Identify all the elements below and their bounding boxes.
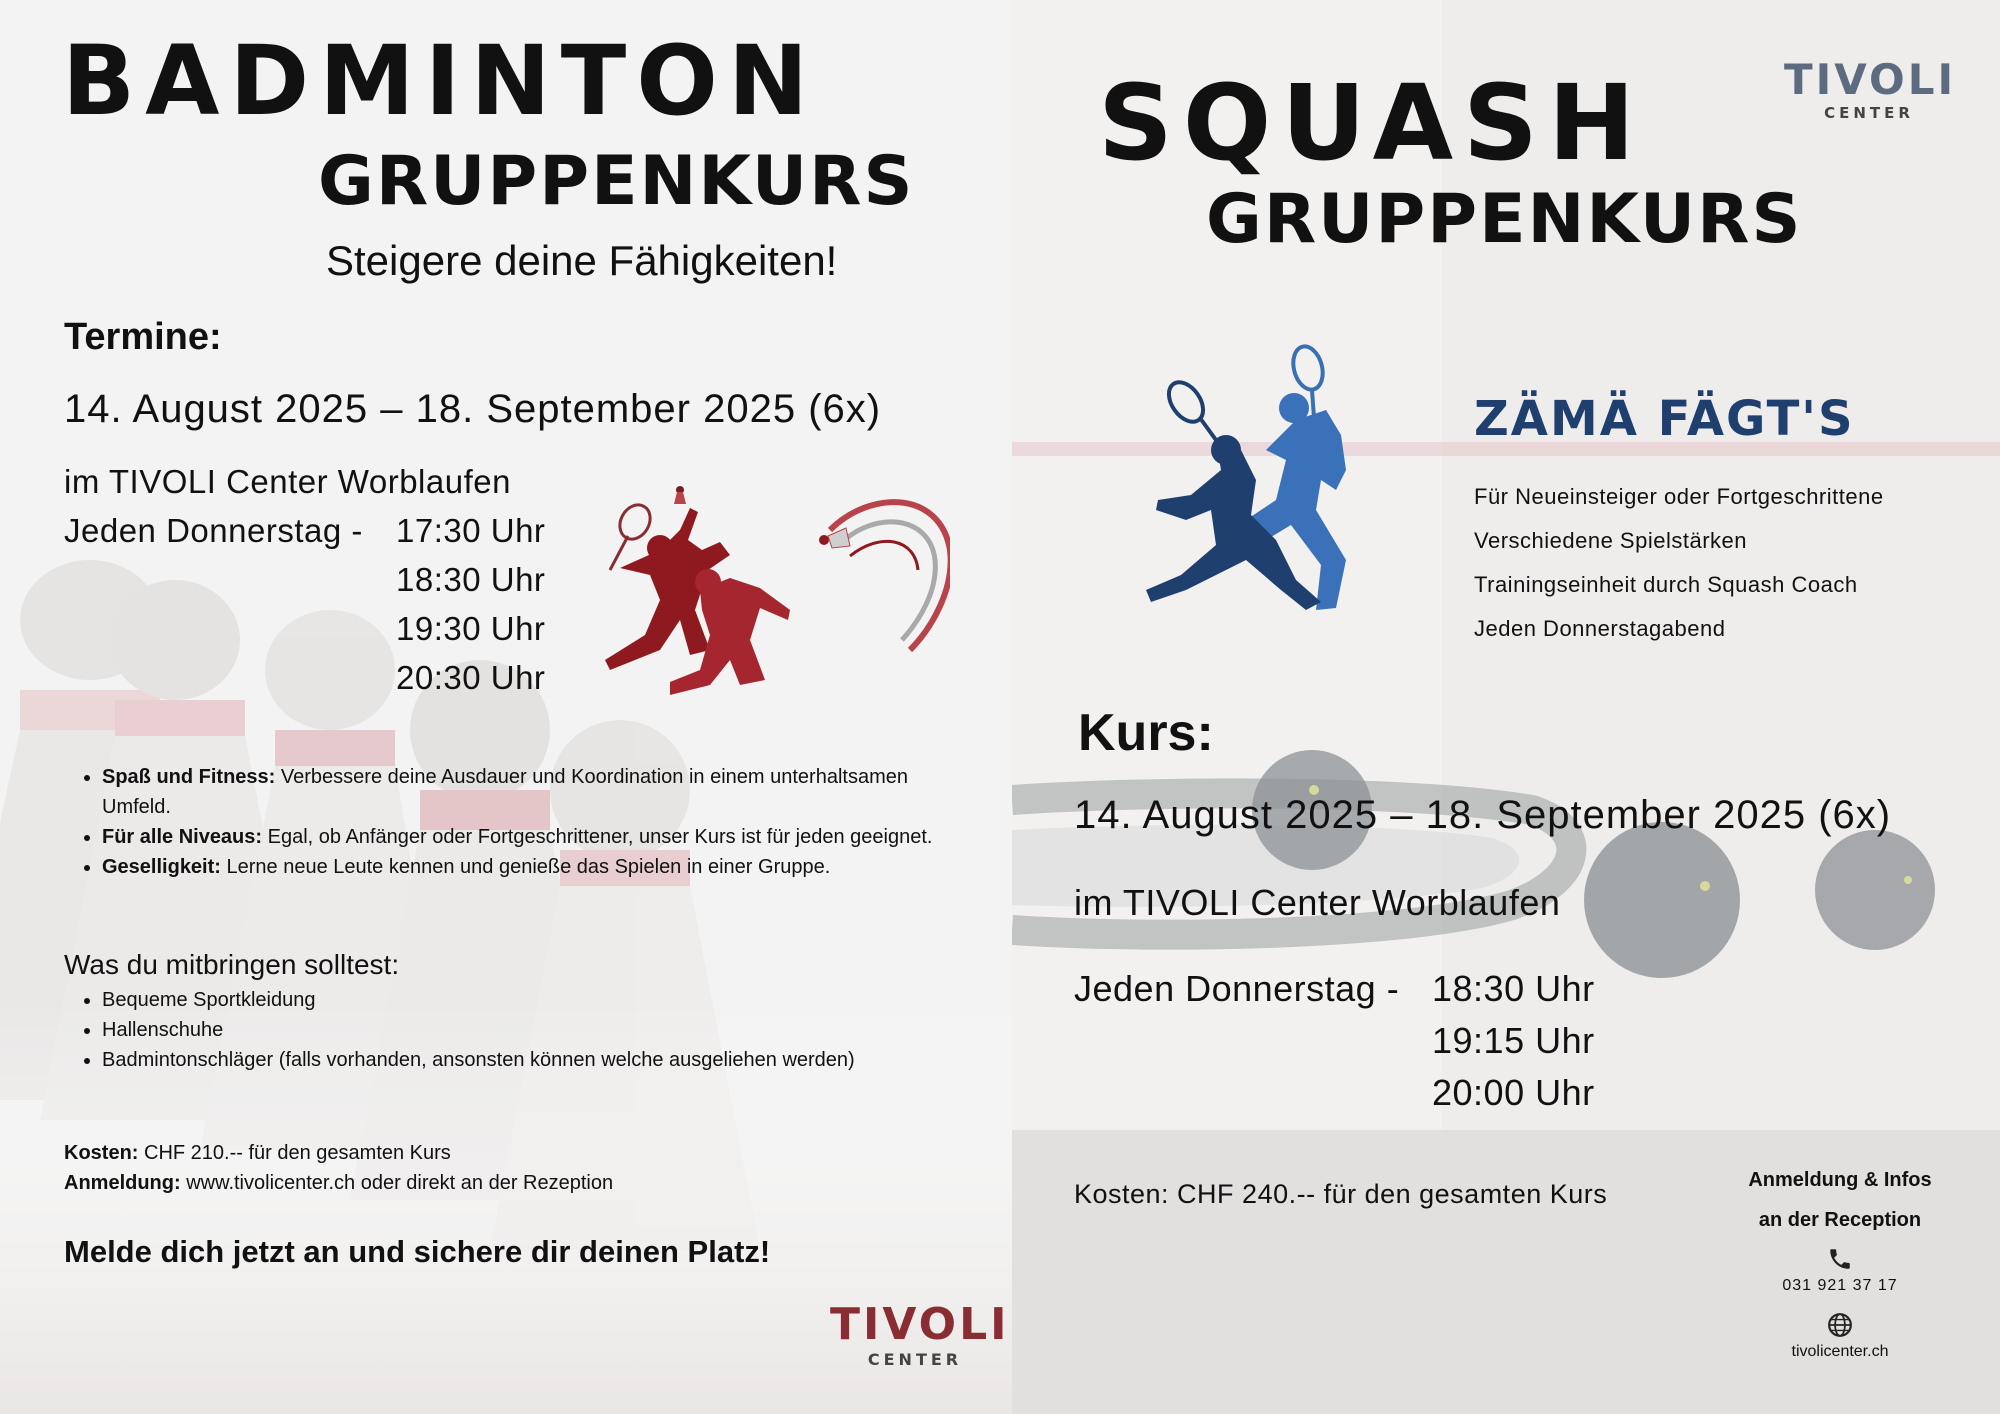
- signup-text: www.tivolicenter.ch oder direkt an der Rezeption: [180, 1172, 614, 1194]
- badminton-tagline: Steigere deine Fähigkeiten!: [326, 237, 838, 284]
- squash-subtitle: GRUPPENKURS: [1206, 180, 1803, 259]
- tivoli-logo-squash: [1784, 55, 1957, 122]
- squash-weekday: Jeden Donnerstag -: [1074, 968, 1400, 1009]
- benefit-item: [102, 852, 962, 882]
- benefit-label: Geselligkeit:: [102, 856, 221, 878]
- info-line-1: Anmeldung & Infos: [1748, 1169, 1932, 1191]
- badminton-time-1: 17:30 Uhr: [396, 512, 546, 549]
- logo-sub-text: CENTER: [867, 1350, 963, 1369]
- squash-feature-2: Verschiedene Spielstärken: [1474, 528, 1747, 553]
- benefits-list: [64, 762, 962, 882]
- badminton-players-illustration: [590, 470, 950, 720]
- bring-item: • Bequeme Sportkleidung: [102, 985, 1012, 1015]
- benefit-item: [102, 762, 962, 822]
- phone-number: 031 921 37 17: [1782, 1277, 1898, 1294]
- bring-item: • Badmintonschläger (falls vorhanden, ansonsten können welche ausgeliehen werden): [102, 1045, 1012, 1075]
- badminton-time-4: 20:30 Uhr: [396, 659, 546, 696]
- squash-title: SQUASH: [1098, 62, 1645, 184]
- badminton-cost: [64, 1138, 451, 1168]
- cost-label: Kosten:: [64, 1142, 139, 1164]
- squash-feature-4: Jeden Donnerstagabend: [1474, 616, 1726, 641]
- bring-heading: Was du mitbringen solltest:: [64, 949, 400, 980]
- squash-contact: [1712, 1160, 1968, 1364]
- squash-slogan: ZÄMÄ FÄGT'S: [1474, 391, 1855, 447]
- termine-label: Termine:: [64, 316, 222, 358]
- badminton-signup: [64, 1168, 613, 1198]
- badminton-time-2: 18:30 Uhr: [396, 561, 546, 598]
- benefit-text: Egal, ob Anfänger oder Fortgeschrittener, unser Kurs ist für jeden geeignet.: [262, 826, 933, 848]
- badminton-title: BADMINTON: [62, 25, 819, 137]
- squash-players-illustration: [1146, 340, 1386, 630]
- bring-item: • Hallenschuhe: [102, 1015, 1012, 1045]
- squash-date-range: 14. August 2025 – 18. September 2025 (6x): [1074, 793, 1892, 837]
- squash-time-2: 19:15 Uhr: [1432, 1020, 1595, 1061]
- benefit-text: Lerne neue Leute kennen und genieße das Spielen in einer Gruppe.: [220, 856, 831, 878]
- bring-list: [64, 985, 1012, 1075]
- logo-sub-text: CENTER: [1824, 104, 1914, 122]
- tivoli-logo-badminton: [830, 1299, 1010, 1370]
- phone-icon: [1827, 1246, 1853, 1272]
- badminton-date-range: 14. August 2025 – 18. September 2025 (6x): [64, 387, 882, 431]
- squash-location: im TIVOLI Center Worblaufen: [1074, 882, 1561, 923]
- badminton-subtitle: GRUPPENKURS: [318, 142, 915, 221]
- benefit-item: [102, 822, 962, 852]
- info-line-2: an der Reception: [1758, 1209, 1922, 1231]
- cost-text: CHF 210.-- für den gesamten Kurs: [138, 1142, 451, 1164]
- squash-feature-1: Für Neueinsteiger oder Fortgeschrittene: [1474, 484, 1884, 509]
- squash-time-3: 20:00 Uhr: [1432, 1072, 1595, 1113]
- badminton-location: im TIVOLI Center Worblaufen: [64, 463, 511, 500]
- benefit-label: Spaß und Fitness:: [102, 766, 276, 788]
- squash-time-1: 18:30 Uhr: [1432, 968, 1595, 1009]
- benefit-text: Verbessere deine Ausdauer und Koordination in einem unterhaltsamen Umfeld.: [102, 766, 908, 818]
- website-link[interactable]: tivolicenter.ch: [1791, 1343, 1889, 1360]
- kurs-label: Kurs:: [1078, 704, 1214, 762]
- squash-cost: Kosten: CHF 240.-- für den gesamten Kurs: [1074, 1179, 1608, 1209]
- badminton-cta: Melde dich jetzt an und sichere dir deinen Platz!: [64, 1234, 771, 1269]
- badminton-time-3: 19:30 Uhr: [396, 610, 546, 647]
- signup-label: Anmeldung:: [64, 1172, 181, 1194]
- logo-main-text: TIVOLI: [830, 1299, 1010, 1350]
- logo-main-text: TIVOLI: [1784, 55, 1957, 104]
- squash-flyer: [1012, 0, 2000, 1414]
- badminton-weekday: Jeden Donnerstag -: [64, 512, 363, 549]
- squash-feature-3: Trainingseinheit durch Squash Coach: [1474, 572, 1858, 597]
- globe-icon: [1827, 1312, 1853, 1338]
- benefit-label: Für alle Niveaus:: [102, 826, 263, 848]
